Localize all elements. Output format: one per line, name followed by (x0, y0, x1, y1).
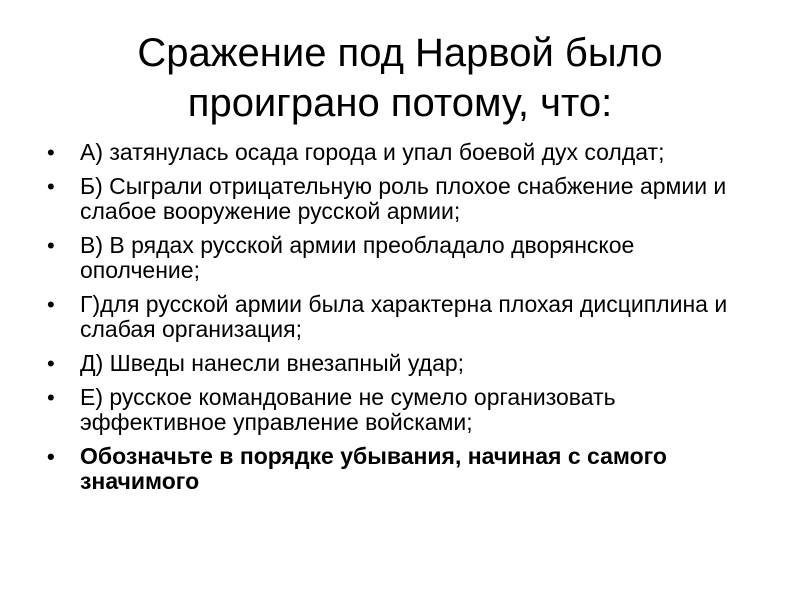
bullet-list (0, 140, 800, 503)
bullet-icon: • (47, 233, 55, 258)
bullet-item-g (0, 292, 800, 342)
bullet-item-b (0, 174, 800, 224)
bullet-item-v (0, 233, 800, 283)
bullet-text: А) затянулась осада города и упал боевой дух солдат; (80, 139, 665, 165)
bullet-icon: • (47, 444, 55, 469)
bullet-text: В) В рядах русской армии преобладало дворянское ополчение; (80, 232, 635, 283)
bullet-item-instruction (0, 444, 800, 494)
bullet-icon: • (47, 385, 55, 410)
bullet-item-e (0, 385, 800, 435)
bullet-icon: • (47, 292, 55, 317)
bullet-text: Д) Шведы нанесли внезапный удар; (80, 350, 465, 376)
bullet-icon: • (47, 351, 55, 376)
instruction-text: Обозначьте в порядке убывания, начиная с самого значимого (80, 443, 667, 494)
bullet-text: Е) русское командование не сумело организовать эффективное управление войсками; (80, 384, 616, 435)
bullet-text: Г)для русской армии была характерна плохая дисциплина и слабая организация; (80, 291, 728, 342)
bullet-text: Б) Сыграли отрицательную роль плохое снабжение армии и слабое вооружение русской армии; (80, 173, 727, 224)
bullet-icon: • (47, 174, 55, 199)
slide-title: Сражение под Нарвой было проиграно потому, что: (137, 31, 663, 125)
bullet-item-d (0, 351, 800, 376)
bullet-icon: • (47, 140, 55, 165)
bullet-item-a (0, 140, 800, 165)
